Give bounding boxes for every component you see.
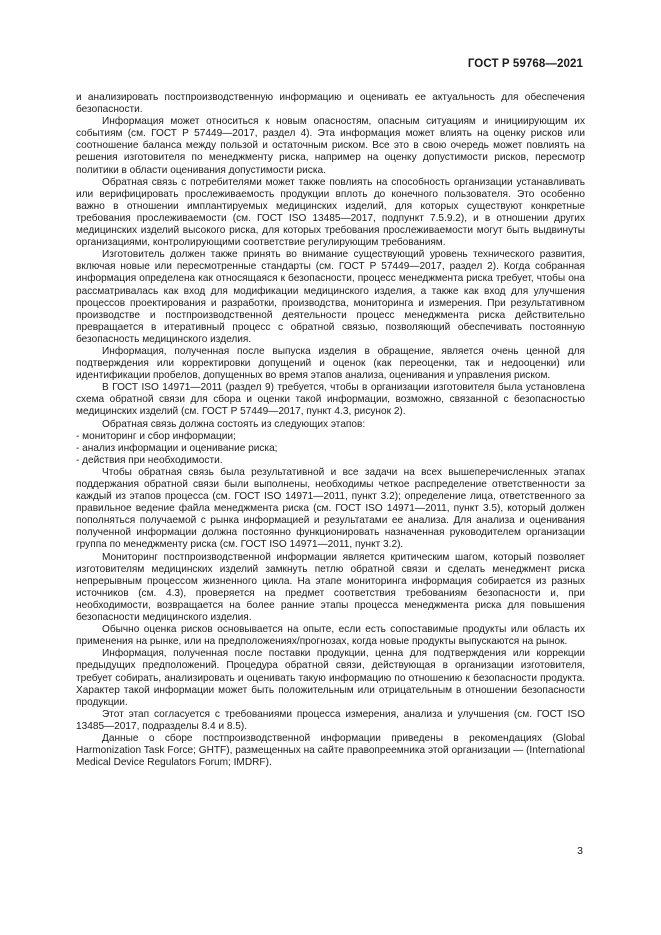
list-item: - действия при необходимости. bbox=[76, 454, 223, 466]
document-body bbox=[76, 92, 585, 769]
paragraph: Изготовитель должен также принять во внимание существующий уровень технического развития, включая новые или пересмотренные стандарты (см. ГОСТ Р 57449—2017, раздел 2). Когда собранная информация определена как относящаяся к безопасности, процесс менеджмента риска требует, чтобы она рассматривалась как вход для модификации медицинского изделия, а также как вход для улучшения процессов проектирования и разработки, производства, мониторинга и измерения. При результативном производстве и постпроизводственной деятельности процесс менеджмента риска действительно превращается в итеративный процесс с обратной связью, позволяющий обеспечивать постоянную безопасность медицинского изделия. bbox=[76, 249, 585, 345]
paragraph: и анализировать постпроизводственную информацию и оценивать ее актуальность для обеспечения безопасности. bbox=[76, 92, 585, 116]
paragraph: Данные о сборе постпроизводственной информации приведены в рекомендациях (Global Harmonization Task Force; GHTF), размещенных на сайте правопреемника этой организации — (International Medical Device Regulators Forum; IMDRF). bbox=[76, 732, 585, 769]
paragraph: В ГОСТ ISO 14971—2011 (раздел 9) требуется, чтобы в организации изготовителя была установлена схема обратной связи для сбора и оценки такой информации, возможно, связанной с безопасностью медицинских изделий (см. ГОСТ Р 57449—2017, пункт 4.3, рисунок 2). bbox=[76, 382, 585, 418]
page-number: 3 bbox=[577, 845, 583, 857]
paragraph: Информация может относиться к новым опасностям, опасным ситуациям и инициирующим их событиям (см. ГОСТ Р 57449—2017, раздел 4). Эта информация может влиять на оценку рисков или соотношение баланса между пользой и остаточным риском. Все это в свою очередь может повлиять на решения изготовителя по менеджменту риска, например на оценку допустимости рисков, пересмотр политики в области оценивания допустимости риска. bbox=[76, 116, 585, 176]
paragraph: Обратная связь должна состоять из следующих этапов: bbox=[102, 418, 366, 430]
document-header: ГОСТ Р 59768—2021 bbox=[467, 58, 583, 70]
paragraph: Обычно оценка рисков основывается на опыте, если есть сопоставимые продукты или область их применения на рынке, или на предположениях/прогнозах, когда новые продукты выпускаются на рынок. bbox=[76, 624, 585, 648]
paragraph: Информация, полученная после поставки продукции, ценна для подтверждения или коррекции предыдущих предположений. Процедура обратной связи, действующая в организации изготовителя, требует собирать, анализировать и оценивать такую информацию по отношению к безопасности продукта. Характер такой информации может быть положительным или отрицательным в отношении безопасности продукции. bbox=[76, 648, 585, 708]
paragraph: Чтобы обратная связь была результативной и все задачи на всех вышеперечисленных этапах поддержания обратной связи были выполнены, необходимы четкое распределение ответственности за каждый из этапов процесса (см. ГОСТ ISO 14971—2011, пункт 3.2); определение лица, ответственного за правильное ведение файла менеджмента риска (см. ГОСТ ISO 14971—2011, пункт 3.5), который должен пополняться получаемой с рынка информацией и результатами ее анализа. Для анализа и оценивания полученной информации должна постоянно функционировать назначенная руководителем организации группа по менеджменту риска (см. ГОСТ ISO 14971—2011, пункт 3.2). bbox=[76, 466, 585, 551]
paragraph: Мониторинг постпроизводственной информации является критическим шагом, который позволяет изготовителям медицинских изделий замкнуть петлю обратной связи и сделать менеджмент риска непрерывным процессом жизненного цикла. На этапе мониторинга информация собирается из разных источников (см. 4.3), проверяется на предмет соответствия требованиям безопасности и, при необходимости, возвращается на более ранние этапы процесса менеджмента риска для повышения безопасности медицинского изделия. bbox=[76, 551, 585, 624]
list-item: - анализ информации и оценивание риска; bbox=[76, 442, 278, 454]
paragraph: Этот этап согласуется с требованиями процесса измерения, анализа и улучшения (см. ГОСТ ISO 13485—2017, подразделы 8.4 и 8.5). bbox=[76, 708, 585, 732]
paragraph: Информация, полученная после выпуска изделия в обращение, является очень ценной для подтверждения или корректировки допущений и оценок (как переоценки, так и недооценки) или идентификации пробелов, допущенных во время этапов анализа, оценивания и управления риском. bbox=[76, 345, 585, 382]
list-item: - мониторинг и сбор информации; bbox=[76, 430, 236, 442]
paragraph: Обратная связь с потребителями может также повлиять на способность организации устанавливать или верифицировать прослеживаемость продукции вплоть до конечного пользователя. Это особенно важно в отношении имплантируемых медицинских изделий, для которых существуют конкретные требования прослеживаемости (см. ГОСТ ISO 13485—2017, подпункт 7.5.9.2), и в отношении других медицинских изделий высокого риска, для которых требования прослеживаемости могут быть выдвинуты организациями, контролирующими соответствие регулирующим требованиям. bbox=[76, 176, 585, 249]
